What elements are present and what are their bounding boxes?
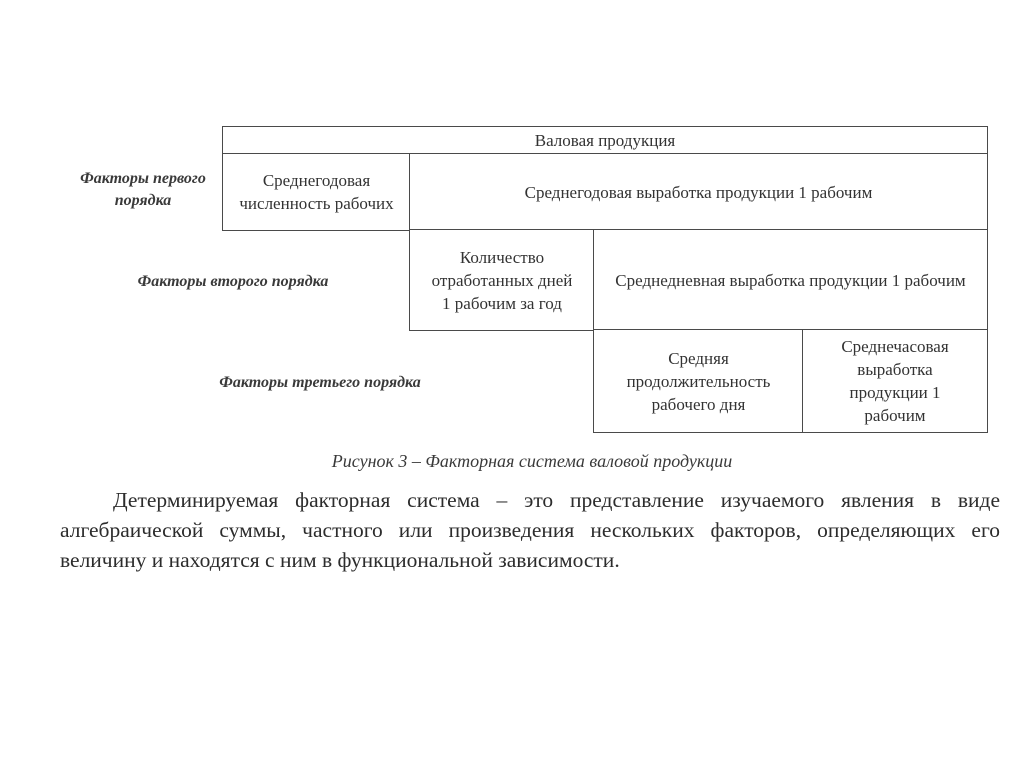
box-gross-output-text: Валовая продукция [534, 131, 676, 150]
box-workday-length-text: Средняя продолжительность рабочего дня [626, 348, 771, 414]
box-gross-output [222, 126, 988, 155]
box-daily-output-text: Среднедневная выработка продукции 1 рабочим [615, 270, 966, 290]
box-workers-count [222, 153, 411, 231]
box-annual-output [409, 153, 988, 231]
box-annual-output-text: Среднегодовая выработка продукции 1 рабочим [524, 182, 873, 202]
box-days-worked-text: Количество отработанных дней 1 рабочим за год [431, 247, 573, 313]
label-first-order: Факторы первого порядка [80, 170, 206, 209]
box-hourly-output-text: Среднечасовая выработка продукции 1 рабочим [841, 337, 949, 425]
label-third-order: Факторы третьего порядка [219, 374, 421, 391]
label-second-order: Факторы второго порядка [137, 273, 329, 290]
box-workday-length [593, 329, 804, 433]
box-daily-output [593, 229, 988, 331]
box-workers-count-text: Среднегодовая численность рабочих [239, 171, 394, 213]
body-paragraph: Детерминируемая факторная система – это представление изучаемого явления в виде алгебраической суммы, частного или произведения нескольких факторов, определяющих его величину и находятся с ним в функциональной зависимости. [60, 488, 1000, 572]
box-hourly-output [802, 329, 988, 433]
box-days-worked [409, 229, 595, 331]
figure-caption: Рисунок 3 – Факторная система валовой продукции [331, 451, 733, 471]
